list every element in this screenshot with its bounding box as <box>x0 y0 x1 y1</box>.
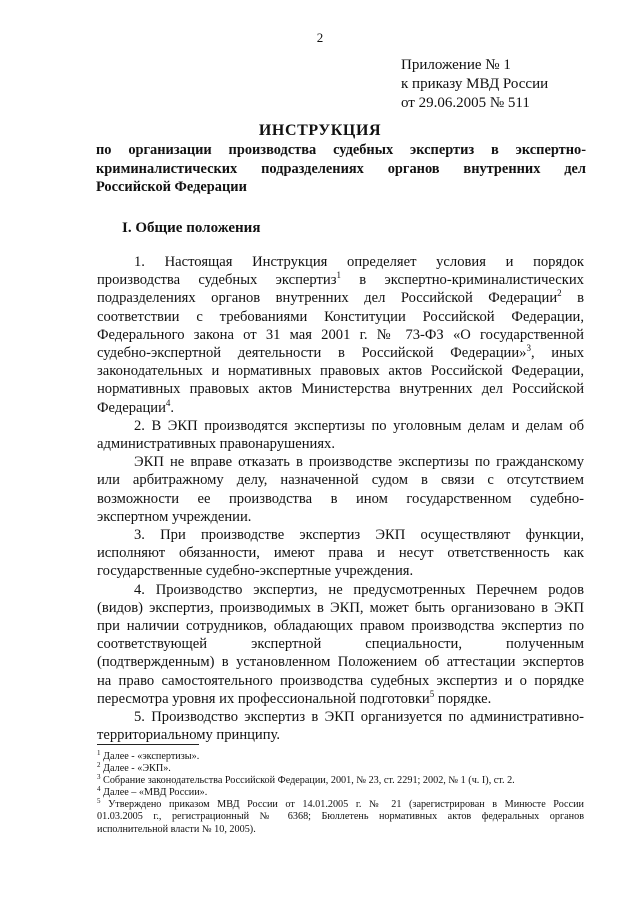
subtitle-line: криминалистических подразделениях органов внутренних дел <box>96 160 586 177</box>
footnote: $^2$ Далее - «ЭКП». <box>97 761 171 775</box>
text-line: нормативных правовых актов Министерства внутренних дел Российской <box>97 381 584 398</box>
annex-line: к приказу МВД России <box>401 76 549 92</box>
annex-line: Приложение № 1 <box>401 57 511 73</box>
text-line: возможности ее производства в ином государственном судебно- <box>97 490 584 507</box>
text-line: соответствующей экспертной специальности, полученным <box>97 636 584 653</box>
paragraph-6 <box>97 708 584 744</box>
footnote-ref: 5 <box>429 688 435 699</box>
footnote-ref: 3 <box>526 343 531 354</box>
text-line: соответствии с требованиями Конституции Российской Федерации, <box>97 308 584 325</box>
subtitle-line: Российской Федерации <box>96 179 247 195</box>
footnote: $^5$ Утверждено приказом МВД России от 14.01.2005 г. № 21 (зарегистрирован в Минюсте России <box>97 797 584 811</box>
paragraph-5 <box>97 581 584 708</box>
text-line: 5. Производство экспертиз в ЭКП организуется по административно- <box>134 709 584 726</box>
text-line: или арбитражному делу, назначенной судом в связи с отсутствием <box>97 472 584 489</box>
text-line: подразделениях органов внутренних дел Российской Федерации$^2$ в <box>97 288 584 307</box>
text-line: 3. При производстве экспертиз ЭКП осуществляют функции, <box>134 527 584 544</box>
document-title: ИНСТРУКЦИЯ <box>258 122 382 139</box>
text-line: (видов) экспертиз, производимых в ЭКП, может быть организовано в ЭКП <box>97 599 584 616</box>
footnote: $^4$ Далее – «МВД России». <box>97 785 208 799</box>
page-number: 2 <box>316 30 324 45</box>
text-line: (подтвержденным) в установленном Положением об аттестации экспертов <box>97 654 584 671</box>
paragraph-1 <box>97 253 584 417</box>
paragraph-2 <box>97 417 584 453</box>
text-line: при наличии сотрудников, обладающих правом производства экспертиз по <box>97 618 584 635</box>
footnote-ref: 2 <box>557 288 562 299</box>
annex-header <box>401 56 548 113</box>
text-line: территориальному принципу. <box>97 727 281 744</box>
footnote-separator <box>97 744 199 745</box>
footnote-ref: 1 <box>336 270 341 281</box>
text-line: на право самостоятельного производства судебных экспертиз и о порядке <box>97 672 584 689</box>
text-line: государственные судебно-экспертные учреждения. <box>97 563 414 580</box>
text-line: 2. В ЭКП производятся экспертизы по уголовным делам и делам об <box>134 417 584 434</box>
footnote-line: исполнительной власти № 10, 2005). <box>97 823 256 835</box>
text-line: Федерального закона от 31 мая 2001 г. № 73-ФЗ «О государственной <box>97 326 584 343</box>
subtitle-line: по организации производства судебных экспертиз в экспертно- <box>96 142 586 158</box>
text-line: 4. Производство экспертиз, не предусмотренных Перечнем родов <box>134 581 584 598</box>
annex-line: от 29.06.2005 № 511 <box>401 95 530 111</box>
text-line: исполняют обязанности, имеют права и несут ответственность как <box>97 545 584 562</box>
text-line: Федерации$^4$. <box>97 397 175 416</box>
footnote: $^1$ Далее - «экспертизы». <box>97 749 200 762</box>
footnote-line: 01.03.2005 г., регистрационный № 6368; Бюллетень нормативных актов федеральных органов <box>97 811 584 823</box>
text-line: ЭКП не вправе отказать в производстве экспертизы по гражданскому <box>134 454 584 471</box>
text-line: пересмотра уровня их профессиональной подготовки$^5$ порядке. <box>97 688 492 707</box>
footnote: $^3$ Собрание законодательства Российской Федерации, 2001, № 23, ст. 2291; 2002, № 1 (ч. I), ст. 2. <box>97 773 515 787</box>
text-line: законодательных и нормативных правовых актов Российской Федерации, <box>97 363 584 380</box>
document-subtitle <box>96 141 586 197</box>
text-line: 1. Настоящая Инструкция определяет условия и порядок <box>134 254 584 270</box>
text-line: административных правонарушениях. <box>97 436 335 453</box>
footnote-ref: 4 <box>165 397 171 408</box>
text-line: экспертном учреждении. <box>97 508 252 525</box>
document-body <box>97 253 584 744</box>
section-heading: I. Общие положения <box>122 220 261 236</box>
footnotes <box>97 751 584 836</box>
text-line: судебно-экспертной деятельности в Российской Федерации»$^3$, иных <box>97 343 584 362</box>
paragraph-4 <box>97 526 584 581</box>
text-line: производства судебных экспертиз$^1$ в экспертно-криминалистических <box>97 270 584 289</box>
paragraph-3 <box>97 453 584 526</box>
